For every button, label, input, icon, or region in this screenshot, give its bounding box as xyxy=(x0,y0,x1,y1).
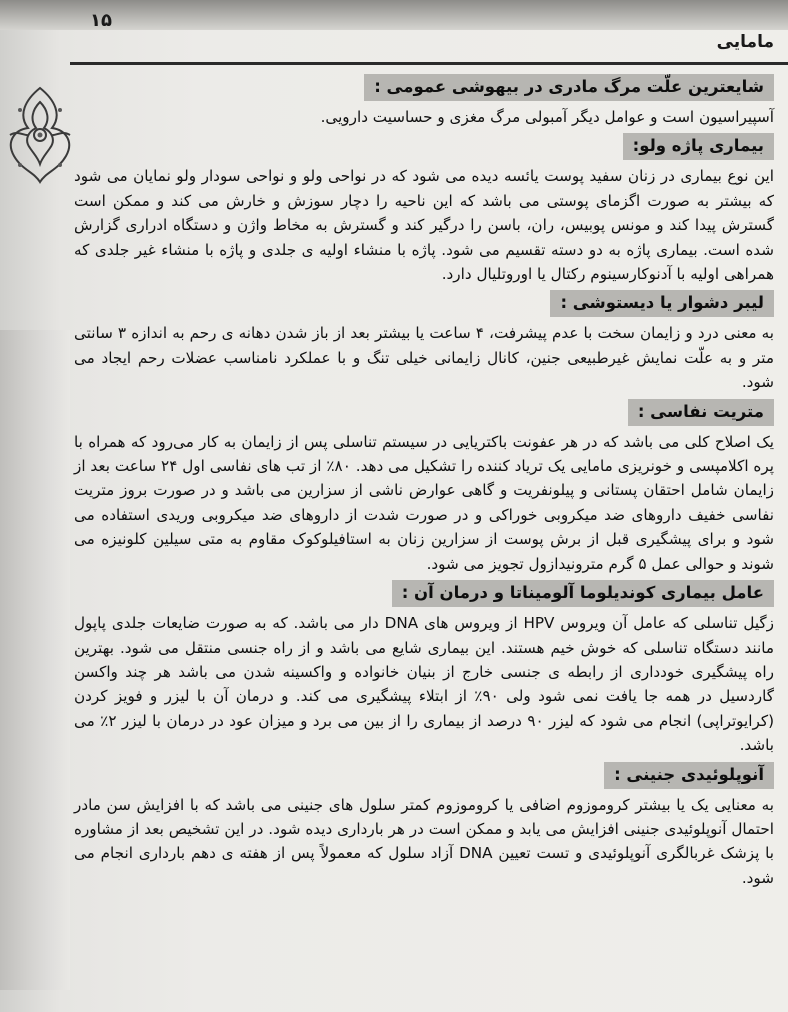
section-body: به معنی درد و زایمان سخت با عدم پیشرفت، ۴ ساعت یا بیشتر بعد از باز شدن دهانه ی رحم به اندازه ۳ سانتی متر و به علّت نمایش غیرطبیعی جنین، کانال زایمانی خیلی تنگ و با عملکرد نامناسب عضلات رحم ایجاد می شود. xyxy=(74,324,774,392)
section-aneuploidy xyxy=(74,758,774,891)
section-heading: عامل بیماری کوندیلوما آلومیناتا و درمان آن : xyxy=(392,580,774,607)
section-body: به معنایی یک یا بیشتر کروموزوم اضافی یا کروموزوم کمتر سلول های جنینی می باشد که با افزایش سن مادر احتمال آنوپلوئیدی جنینی افزایش می یابد و ممکن است در هر بارداری دیده شود. در این تشخیص بعد از مشاوره با پزشک غربالگری آنوپلوئیدی و تست تعیین DNA آزاد سلول که معمولاً پس از هفته ی دهم بارداری انجام می شود. xyxy=(74,795,774,887)
section-body: آسپیراسیون است و عوامل دیگر آمبولی مرگ مغزی و حساسیت دارویی. xyxy=(320,108,774,126)
running-title: مامایی xyxy=(716,32,774,52)
page-number: ۱۵ xyxy=(90,10,112,31)
section-heading: متریت نفاسی : xyxy=(628,399,774,426)
section-heading: آنوپلوئیدی جنینی : xyxy=(604,762,774,789)
section-puerperal-metritis xyxy=(74,395,774,576)
section-dystocia xyxy=(74,286,774,394)
side-photo-image xyxy=(0,330,70,990)
main-text xyxy=(74,70,774,890)
floral-ornament-icon xyxy=(0,80,80,190)
section-anesthesia-death xyxy=(74,70,774,129)
section-heading: لیبر دشوار یا دیستوشی : xyxy=(550,290,774,317)
section-heading: شایعترین علّت مرگ مادری در بیهوشی عمومی : xyxy=(364,74,774,101)
section-body: این نوع بیماری در زنان سفید پوست یائسه دیده می شود که در نواحی ولو و نواحی سودار ولو نمایان می شود که بیشتر به صورت اگزمای پوستی می باشد که این ناحیه را دچار سوزش و خارش می کند و ممکن است گسترش پیدا کند و مونس پوبیس، ران، باسن را درگیر کند و گسترش به مخاط واژن و دستگاه ادراری گزارش شده است. بیماری پاژه به دو دسته تقسیم می شود. پاژه با منشاء اولیه ی جلدی و پاژه با منشاء غیر جلدی که همراهی اولیه با آدنوکارسینوم رکتال یا اوروتلیال دارد. xyxy=(74,167,774,284)
section-body: یک اصلاح کلی می باشد که در هر عفونت باکتریایی در سیستم تناسلی پس از زایمان به کار می‌رود که همراه با پره اکلامپسی و خونریزی مامایی یک تریاد کننده را تشکیل می دهد. ۸۰٪ از تب های نفاسی اول ۲۴ ساعت بعد از زایمان شامل احتقان پستانی و پیلونفریت و گاهی عوارض ناشی از سزارین می باشد و در صورت بروز متریت نفاسی خفیف داروهای ضد میکروبی خوراکی و در صورت شدت از داروهای ضد میکروبی وریدی استفاده می شود و برای پیشگیری قبل از برش پوست از سزارین زنان به استافیلوکوک مقاوم به متی سیلین کلونیزه می شوند و حوالی عمل ۵ گرم مترونیدازول تجویز می شود. xyxy=(74,432,774,573)
section-heading: بیماری پاژه ولو: xyxy=(623,133,774,160)
header-rule xyxy=(70,62,788,65)
section-condyloma xyxy=(74,576,774,757)
section-body: زگیل تناسلی که عامل آن ویروس HPV از ویروس های DNA دار می باشد. که به صورت ضایعات جلدی پاپول مانند دستگاه تناسلی که خوش خیم هستند. این بیماری شایع می باشد و از راه جنسی منتقل می شود. بهترین راه پیشگیری خودداری از رابطه ی جنسی خارج از بنیان خانواده و واکسینه شدن می باشد هر چند واکسن گاردسیل در همه جا یافت نمی شود ولی ۹۰٪ از ابتلاء پیشگیری می کند. و درمان آن با لیزر و فویز کردن (کرایوتراپی) انجام می شود که لیزر ۹۰ درصد از بیماری را از بین می برد و میزان عود در درمان با لیزر ۲٪ می باشد. xyxy=(74,614,775,755)
page-header xyxy=(98,22,788,62)
section-paget-vulva xyxy=(74,129,774,286)
